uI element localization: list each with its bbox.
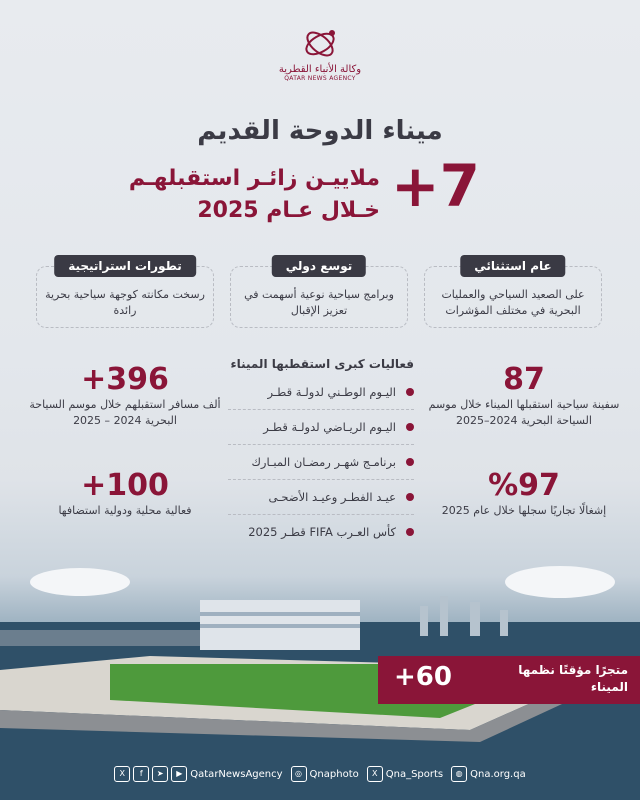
headline-number: +7 [391, 152, 480, 220]
headline-line2: خـلال عـام 2025 [197, 198, 380, 223]
social-handle-sports[interactable] [367, 766, 443, 782]
banner-number: +60 [394, 662, 452, 692]
bullet-icon [406, 388, 414, 396]
stat-events-count [20, 468, 230, 519]
list-item: كأس العـرب FIFA قطـر 2025 [228, 515, 414, 549]
pop-up-stores-banner [378, 656, 640, 704]
stat-cruise-ships [424, 362, 624, 429]
x-icon: X [367, 766, 383, 782]
headline-block [128, 150, 480, 240]
banner-text: متجرًا مؤقتًا نظمها الميناء [518, 663, 628, 694]
list-item: برنامـج شهـر رمضـان المبـارك [228, 445, 414, 480]
card-text: على الصعيد السياحي والعمليات البحرية في مختلف المؤشرات [441, 288, 585, 317]
instagram-icon: ◎ [291, 766, 307, 782]
stat-number: +396 [81, 362, 169, 397]
bullet-icon [406, 528, 414, 536]
telegram-icon: ➤ [152, 766, 168, 782]
stat-occupancy [424, 468, 624, 519]
social-handle-photo[interactable] [291, 766, 359, 782]
social-footer [0, 762, 640, 786]
stat-description: سفينة سياحية استقبلها الميناء خلال موسم السياحة البحرية 2024–2025 [428, 398, 620, 427]
list-item: اليـوم الريـاضي لدولـة قطـر [228, 410, 414, 445]
card-international-expansion [230, 259, 408, 328]
social-handle-website[interactable] [451, 766, 526, 782]
qna-emblem-icon [300, 26, 340, 62]
facebook-icon: f [133, 766, 149, 782]
major-events-list [228, 357, 414, 549]
stat-description: إشغالًا تجاريًا سجلها خلال عام 2025 [441, 504, 607, 517]
card-strategic-developments [36, 259, 214, 328]
page-title: ميناء الدوحة القديم [197, 116, 443, 146]
bullet-icon [406, 493, 414, 501]
handle-text: Qnaphoto [309, 768, 359, 780]
stat-passengers [20, 362, 230, 429]
card-pill: توسع دولي [272, 255, 366, 277]
stat-description: فعالية محلية ودولية استضافها [58, 504, 192, 517]
card-text: رسخت مكانته كوجهة سياحية بحرية رائدة [45, 288, 205, 317]
headline-line1: ملاييـن زائـر استقبلهـم [128, 166, 380, 191]
stat-description: ألف مسافر استقبلهم خلال موسم السياحة البحرية 2024 – 2025 [29, 398, 221, 427]
card-text: وبرامج سياحية نوعية أسهمت في تعزيز الإقبال [244, 288, 394, 317]
social-handle-qna[interactable] [114, 766, 282, 782]
stat-number: %97 [488, 468, 560, 503]
bullet-icon [406, 423, 414, 431]
bullet-icon [406, 458, 414, 466]
handle-text: Qna.org.qa [470, 768, 526, 780]
handle-text: Qna_Sports [385, 768, 444, 780]
stat-number: +100 [81, 468, 169, 503]
x-icon: X [114, 766, 130, 782]
card-pill: عام استثنائي [460, 255, 565, 277]
logo-english-text: QATAR NEWS AGENCY [284, 75, 356, 82]
qna-logo [270, 26, 370, 82]
list-item: عيـد الفطـر وعيـد الأضحـى [228, 480, 414, 515]
events-heading: فعاليات كبرى استقطبها الميناء [230, 357, 414, 371]
youtube-icon: ▶ [171, 766, 187, 782]
logo-arabic-text: وكالة الأنباء القطرية [278, 64, 362, 75]
handle-text: QatarNewsAgency [190, 768, 283, 780]
list-item: اليـوم الوطـني لدولـة قطـر [228, 375, 414, 410]
card-exceptional-year [424, 259, 602, 328]
globe-icon: ◍ [451, 766, 467, 782]
card-pill: تطورات استراتيجية [54, 255, 196, 277]
stat-number: 87 [503, 362, 545, 397]
